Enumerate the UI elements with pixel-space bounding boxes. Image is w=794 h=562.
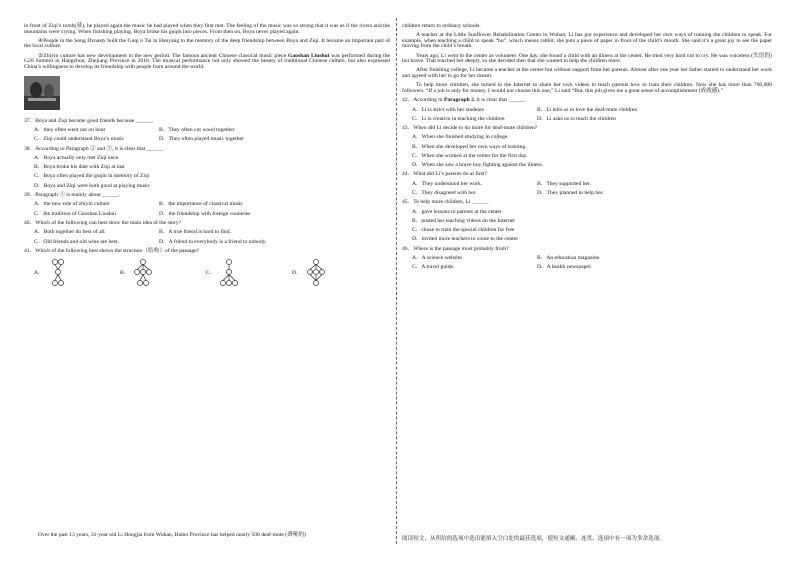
option-c[interactable]: C．When she worked at the center for the first day. [412,152,528,159]
option-c[interactable]: C．the tradition of Gaoshan Liushui [34,210,117,217]
section-instruction: 阅读短文，从所给的选项中选出能填入空白处的最佳选项，使短文通顺、连贯。选项中有一项为多余选项。 [402,535,665,542]
option-d[interactable]: D．When she saw a brave boy fighting against the illness. [412,162,544,169]
passage-paragraph-1: children return to ordinary schools. [402,23,481,29]
option-a[interactable]: A．they often went out on boat [34,127,105,134]
passage-paragraph-3: Years ago, Li went to the center as volunteer. One day, she found a child with an illness at the center. He tried very hard not to cry. He was voiceless (失语的) but brave. That touched her deeply, so she decided then that she wanted to help the children more. [402,52,772,65]
question-45 [402,200,772,243]
option-a[interactable] [34,258,120,288]
option-label: A． [34,269,44,276]
question-stem: 40．Which of the following can best show the main idea of the story? [24,219,182,226]
passage-paragraph-4: ④People in the Song Dynasty built the Guqi n Tai in Hanyang to the memory of the deep friendship between Boya and Ziqi. It became an important part of the local culture. [24,37,390,50]
option-d[interactable]: D．They planned to help her. [537,190,604,196]
option-b[interactable] [120,258,206,288]
option-c[interactable]: C．They disagreed with her. [412,190,477,196]
option-a[interactable]: A．Li is strict with her students [412,106,484,113]
option-b[interactable]: B．Li tells us to love the deaf-mute children [537,106,638,113]
option-a[interactable]: A．A science website. [412,255,464,262]
option-label: B． [120,269,130,276]
option-d[interactable]: D．Li asks us to teach the children [537,115,616,122]
question-stem: 39．Paragraph ⑤ is mainly about ______. [24,191,121,198]
para5-bold-title: Gaoshan Liushui [288,52,330,59]
option-c[interactable]: C．Boya often played the guqin in memory of Ziqi [34,173,150,180]
passage-paragraph-1: in front of Ziqi’s tomb(墓), he played again the music he had played when they first met. The feeling of the music was so strong that it was as if the rivers and the mountains were crying. When finishing playing, Boya broke his guqin into pieces. From then on, Boya never played again. [24,23,390,35]
option-a[interactable]: A．Both together do best of all. [34,229,107,236]
structure-diagram-a [48,258,68,288]
passage-paragraph-2: A teacher at the Little Sunflower Rehabilitation Center in Wuhan, Li has got experience and developed her own ways of training the children to speak. For example, when teaching a child to speak “hu”, which means rabbit, she puts a piece of paper in front of the child’s mouth. She said it’s a great joy to see the paper moving from the child’s breath. [402,32,772,50]
question-stem: 38．According to Paragraph ② and ③, it is clear that ______. [24,145,165,152]
option-b[interactable]: B．posted her teaching videos on the Internet [412,217,515,224]
para5-text-b: was performed during the G20 Summit in Hangzhou, Zhejiang Province in 2016. The musical performance not only showed the beauty of traditional Chinese culture, but also expressed China’s willingness to develop its friendship with people from around the world. [24,52,391,70]
passage-paragraph-5: To help more children, she turned to the Internet to share her own videos to teach parents how to train their children. Now she has more than 760,000 followers. “If a job is only for money, I would not choose this one,” Li said “But, this job gives me a great sense of accomplishment (成就感).” [402,82,772,94]
question-42 [402,98,772,122]
option-d[interactable] [292,258,378,288]
question-stem: 44．What did Li’s parents do at first? [402,171,487,178]
passage-paragraph-4: After finishing college, Li became a teacher at the center but without support from her parents. Almost after one year her father started to understand her work and agreed with her to go for her dream. [402,67,772,79]
option-d[interactable]: D．A friend to everybody is a friend to nobody. [159,238,267,245]
structure-diagram-c [219,258,239,288]
option-label: C． [206,269,216,276]
left-column [24,24,390,298]
question-43 [402,126,772,169]
option-b[interactable]: B．They often cut wood together [159,127,235,134]
option-b[interactable]: B．An education magazine. [537,255,601,262]
next-passage-start: Over the past 13 years, 31-year old Li Hongjia from Wuhan, Hubei Province has helped nearly 500 deaf-mute (聋哑的) [38,531,306,538]
option-d[interactable]: D．A health newspaper. [537,264,592,271]
option-b[interactable]: B．When she developed her own ways of training. [412,143,527,150]
question-41 [24,249,390,289]
option-d[interactable]: D．the friendship with foreign countries [159,210,251,217]
option-a[interactable]: A．Boya actually only met Ziqi once [34,155,119,162]
option-a[interactable]: A．They understood her work. [412,180,483,187]
option-c[interactable]: C．Li is creative in teaching the children [412,115,505,122]
column-divider [396,18,397,544]
option-a[interactable]: A．When she finished studying in college. [412,134,509,141]
right-column [402,24,772,275]
passage-paragraph-5 [24,54,390,71]
option-c[interactable]: C．Ziqi could understand Boya’s music [34,136,125,143]
question-39 [24,193,390,217]
structure-diagram-b [133,258,153,288]
option-c[interactable]: C．chose to train the special children for free [412,227,515,234]
option-b[interactable]: B．the importance of classical music [159,201,243,208]
question-stem: 46．Where is the passage most probably from? [402,245,509,252]
question-stem: 45．To help more children, Li ______ [402,199,489,206]
stem-bold: Paragraph 2 [443,96,474,103]
question-44 [402,172,772,196]
option-b[interactable]: B．They supported her. [537,180,591,187]
question-stem: 37．Boya and Ziqi became good friends because ______. [24,117,154,124]
question-40 [24,221,390,245]
question-38 [24,147,390,190]
option-c[interactable]: C．A travel guide. [412,264,455,271]
option-label: D． [292,269,302,276]
option-d[interactable]: D．Boya and Ziqi were both good at playing music [34,182,151,189]
question-stem [402,98,772,104]
photo-image [24,76,60,110]
para5-text-a: ⑤Zhiyin culture has new development in the new period. The famous ancient Chinese classical music piece [38,52,289,59]
option-b[interactable]: B．A true friend is hard to find. [159,229,231,236]
option-c[interactable]: C．Old friends and old wine are best. [34,238,119,245]
option-b[interactable]: B．Boya broke his date with Ziqi at last [34,164,125,171]
question-46 [402,247,772,271]
stem-text-a: 42．According to [402,96,444,103]
option-d[interactable]: D．invited more teachers to come to the center [412,236,519,243]
question-37 [24,119,390,143]
question-stem: 43．When did Li decide to do more for deaf-mute children? [402,124,538,131]
option-a[interactable]: A．the new role of zhiyin culture [34,201,110,208]
stem-text-b: , it is clear that ______. [473,96,527,103]
option-c[interactable] [206,258,292,288]
structure-diagram-d [306,258,326,288]
option-a[interactable]: A．gave lessons to parents at the center [412,208,502,215]
question-stem: 41．Which of the following best shows the structure（结构）of the passage? [24,247,200,254]
option-d[interactable]: D．They often played music together [159,136,244,143]
